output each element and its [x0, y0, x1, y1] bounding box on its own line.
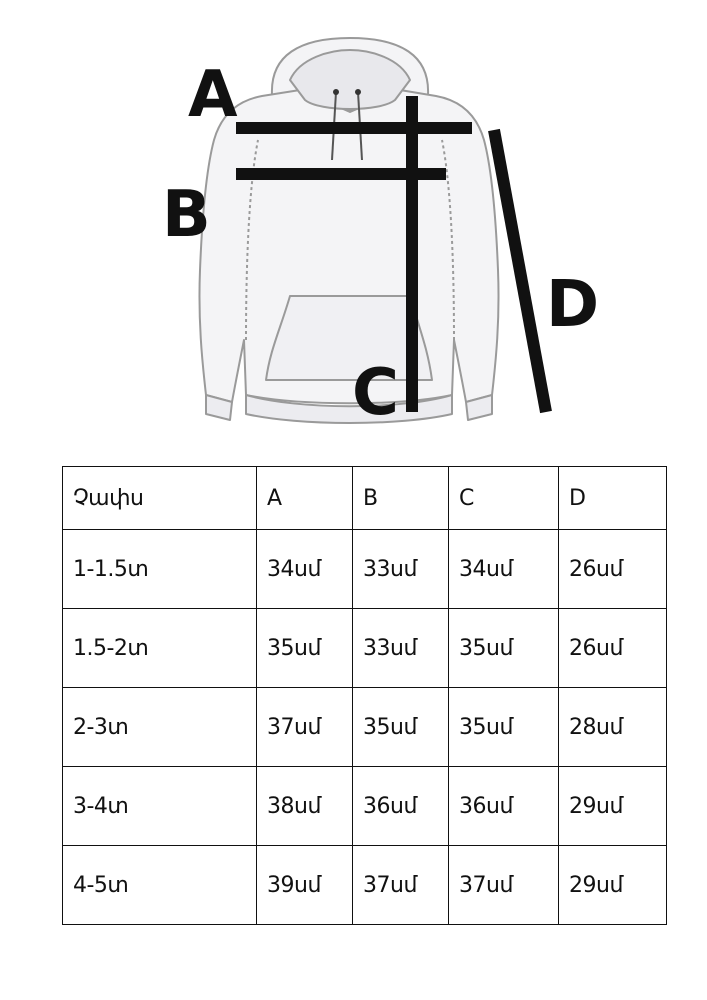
table-row — [63, 846, 667, 925]
header-size: Չափս — [63, 467, 257, 530]
table-row — [63, 530, 667, 609]
cell-b: 33սմ — [353, 609, 449, 688]
cell-b: 37սմ — [353, 846, 449, 925]
table-header-row — [63, 467, 667, 530]
label-a: A — [188, 58, 238, 132]
cell-b: 35սմ — [353, 688, 449, 767]
cell-c: 37սմ — [449, 846, 559, 925]
cell-size: 3-4տ — [63, 767, 257, 846]
cell-c: 36սմ — [449, 767, 559, 846]
cell-c: 35սմ — [449, 609, 559, 688]
header-a: A — [257, 467, 353, 530]
cell-c: 34սմ — [449, 530, 559, 609]
cell-a: 34սմ — [257, 530, 353, 609]
cell-a: 35սմ — [257, 609, 353, 688]
hoodie-measurement-diagram — [0, 0, 707, 450]
cell-a: 38սմ — [257, 767, 353, 846]
table-row — [63, 688, 667, 767]
cell-size: 2-3տ — [63, 688, 257, 767]
table-row — [63, 609, 667, 688]
measure-line-c — [406, 96, 418, 412]
label-b: B — [162, 178, 211, 252]
cell-a: 39սմ — [257, 846, 353, 925]
cell-b: 33սմ — [353, 530, 449, 609]
header-b: B — [353, 467, 449, 530]
drawstring-right-eyelet — [355, 89, 361, 95]
cell-c: 35սմ — [449, 688, 559, 767]
cell-size: 1-1.5տ — [63, 530, 257, 609]
table-row — [63, 767, 667, 846]
cell-d: 28սմ — [559, 688, 667, 767]
cell-d: 26սմ — [559, 609, 667, 688]
header-c: C — [449, 467, 559, 530]
label-c: C — [352, 356, 399, 430]
cell-d: 29սմ — [559, 846, 667, 925]
cell-size: 1.5-2տ — [63, 609, 257, 688]
cell-d: 29սմ — [559, 767, 667, 846]
measure-line-a — [236, 122, 472, 134]
cell-a: 37սմ — [257, 688, 353, 767]
hoodie-illustration — [199, 38, 498, 423]
drawstring-left-eyelet — [333, 89, 339, 95]
cell-size: 4-5տ — [63, 846, 257, 925]
header-d: D — [559, 467, 667, 530]
cell-d: 26սմ — [559, 530, 667, 609]
label-d: D — [546, 268, 600, 342]
measure-line-d — [494, 130, 546, 412]
size-chart-table — [62, 466, 667, 925]
cell-b: 36սմ — [353, 767, 449, 846]
